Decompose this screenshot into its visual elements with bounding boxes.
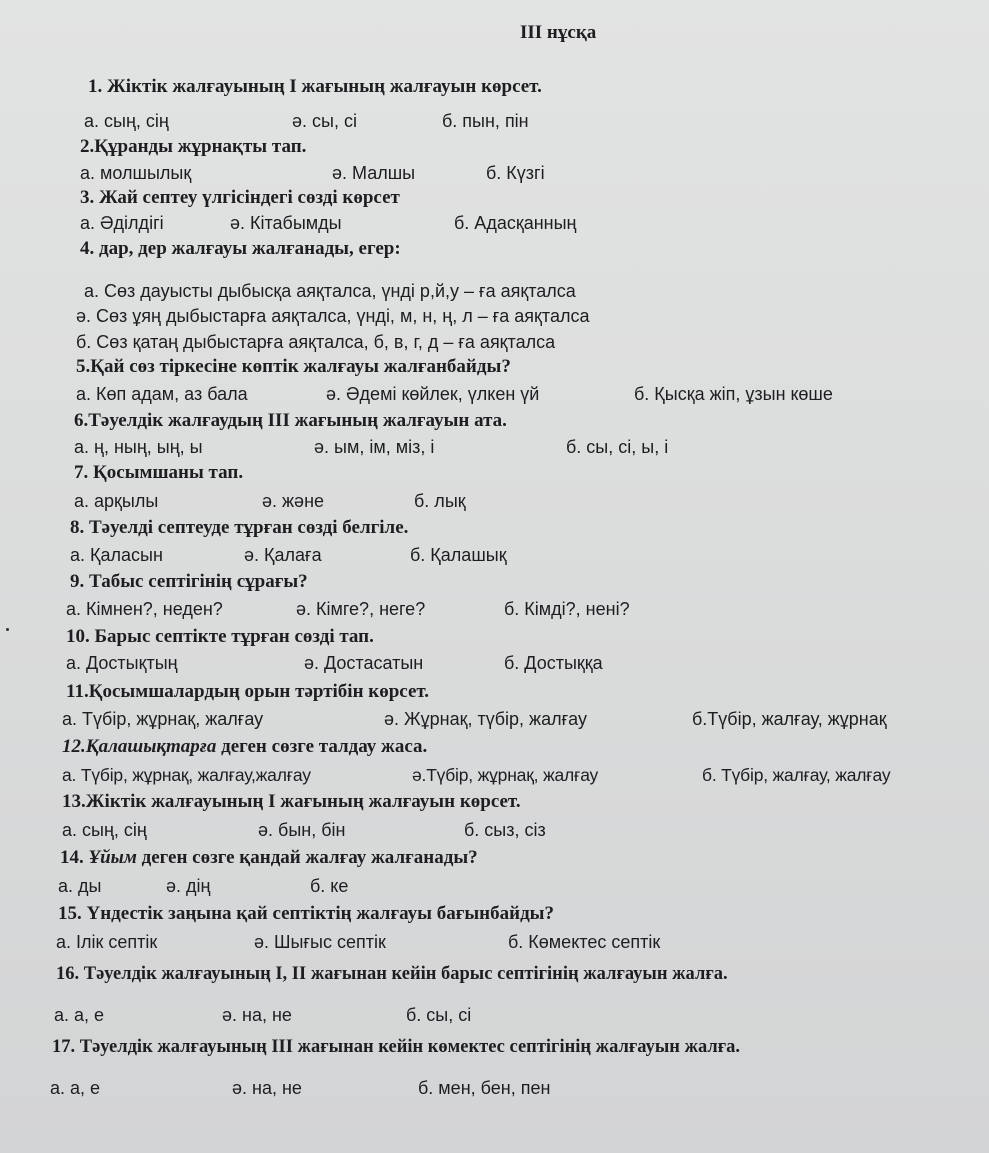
q6-option-a: а. ң, ның, ың, ы <box>74 437 203 457</box>
question-10: 10. Барыс септікте тұрған сөзді тап. <box>66 626 374 647</box>
q10-option-a: а. Достықтың <box>66 653 178 673</box>
q4-option-ae: ә. Сөз ұяң дыбыстарға аяқталса, үнді, м, н, ң, л – ға аяқталса <box>76 306 590 326</box>
q6-option-ae: ә. ым, ім, міз, і <box>314 437 435 457</box>
question-14 <box>60 847 478 869</box>
q16-option-b: б. сы, сі <box>406 1005 472 1025</box>
q7-option-ae: ә. және <box>262 491 325 511</box>
question-9: 9. Табыс септігінің сұрағы? <box>70 571 308 592</box>
stray-dot <box>6 628 9 631</box>
q1-option-b: б. пын, пін <box>442 111 529 131</box>
question-6: 6.Тәуелдік жалғаудың ІІІ жағының жалғауын ата. <box>74 410 507 431</box>
q5-option-b: б. Қысқа жіп, ұзын көше <box>634 384 833 404</box>
question-2: 2.Құранды жұрнақты тап. <box>80 136 307 157</box>
q9-option-a: а. Кімнен?, неден? <box>66 599 223 619</box>
question-17: 17. Тәуелдік жалғауының ІІІ жағынан кейін көмектес септігінің жалғауын жалға. <box>52 1037 741 1057</box>
q9-option-b: б. Кімді?, нені? <box>504 599 630 619</box>
q12-option-b: б. Түбір, жалғау, жалғау <box>702 765 891 785</box>
q4-option-a: а. Сөз дауысты дыбысқа аяқталса, үнді р,й,у – ға аяқталса <box>84 281 576 301</box>
question-1: 1. Жіктік жалғауының І жағының жалғауын көрсет. <box>88 76 542 97</box>
q17-option-b: б. мен, бен, пен <box>418 1078 551 1098</box>
question-13: 13.Жіктік жалғауының І жағының жалғауын көрсет. <box>62 791 521 812</box>
q5-option-a: а. Көп адам, аз бала <box>76 384 248 404</box>
q8-option-b: б. Қалашық <box>410 545 507 565</box>
question-11: 11.Қосымшалардың орын тәртібін көрсет. <box>66 681 430 702</box>
q13-option-ae: ә. бын, бін <box>258 820 346 840</box>
q4-option-b: б. Сөз қатаң дыбыстарға аяқталса, б, в, г, д – ға аяқталса <box>76 332 556 352</box>
q15-option-a: а. Ілік септік <box>56 932 158 952</box>
q12-word: 12.Қалашықтарға <box>62 736 217 757</box>
q12-option-a: а. Түбір, жұрнақ, жалғау,жалғау <box>62 765 311 785</box>
question-4: 4. дар, дер жалғауы жалғанады, егер: <box>80 238 401 259</box>
question-8: 8. Тәуелді септеуде тұрған сөзді белгіле. <box>70 517 409 538</box>
q8-option-ae: ә. Қалаға <box>244 545 322 565</box>
q14-number: 14. <box>60 847 89 868</box>
q17-option-ae: ә. на, не <box>232 1078 302 1098</box>
q14-option-b: б. ке <box>310 876 349 896</box>
q16-option-a: а. а, е <box>54 1005 105 1025</box>
q14-option-ae: ә. дің <box>166 876 211 896</box>
q1-option-ae: ә. сы, сі <box>292 111 357 131</box>
q17-option-a: а. а, е <box>50 1078 101 1098</box>
q8-option-a: а. Қаласын <box>70 545 163 565</box>
q13-option-b: б. сыз, сіз <box>464 820 546 840</box>
q14-option-a: а. ды <box>58 876 102 896</box>
q14-word: Ұйым <box>88 847 137 868</box>
q16-option-ae: ә. на, не <box>222 1005 292 1025</box>
question-16: 16. Тәуелдік жалғауының І, ІІ жағынан кейін барыс септігінің жалғауын жалға. <box>56 964 728 984</box>
q3-option-a: а. Әділдігі <box>80 213 164 233</box>
q11-option-b: б.Түбір, жалғау, жұрнақ <box>692 709 887 729</box>
q13-option-a: а. сың, сің <box>62 820 147 840</box>
q15-option-ae: ә. Шығыс септік <box>254 932 386 952</box>
q14-rest: деген сөзге қандай жалғау жалғанады? <box>136 847 478 868</box>
variant-title: III нұсқа <box>520 22 597 43</box>
q1-option-a: а. сың, сің <box>84 111 169 131</box>
q9-option-ae: ә. Кімге?, неге? <box>296 599 426 619</box>
q12-option-ae: ә.Түбір, жұрнақ, жалғау <box>412 765 599 785</box>
question-12 <box>62 736 427 758</box>
q2-option-ae: ә. Малшы <box>332 163 416 183</box>
q7-option-a: а. арқылы <box>74 491 159 511</box>
question-3: 3. Жай септеу үлгісіндегі сөзді көрсет <box>80 187 400 208</box>
q7-option-b: б. лық <box>414 491 466 511</box>
question-15: 15. Үндестік заңына қай септіктің жалғауы бағынбайды? <box>58 903 555 924</box>
question-5: 5.Қай сөз тіркесіне көптік жалғауы жалғанбайды? <box>76 356 511 377</box>
q10-option-b: б. Достыққа <box>504 653 603 673</box>
q6-option-b: б. сы, сі, ы, і <box>566 437 669 457</box>
q5-option-ae: ә. Әдемі көйлек, үлкен үй <box>326 384 540 404</box>
q12-rest: деген сөзге талдау жаса. <box>216 736 428 757</box>
question-7: 7. Қосымшаны тап. <box>74 462 244 483</box>
q15-option-b: б. Көмектес септік <box>508 932 661 952</box>
q2-option-a: а. молшылық <box>80 163 192 183</box>
q3-option-b: б. Адасқанның <box>454 213 577 233</box>
q3-option-ae: ә. Кітабымды <box>230 213 342 233</box>
q11-option-ae: ә. Жұрнақ, түбір, жалғау <box>384 709 587 729</box>
q10-option-ae: ә. Достасатын <box>304 653 424 673</box>
q11-option-a: а. Түбір, жұрнақ, жалғау <box>62 709 264 729</box>
q2-option-b: б. Күзгі <box>486 163 545 183</box>
